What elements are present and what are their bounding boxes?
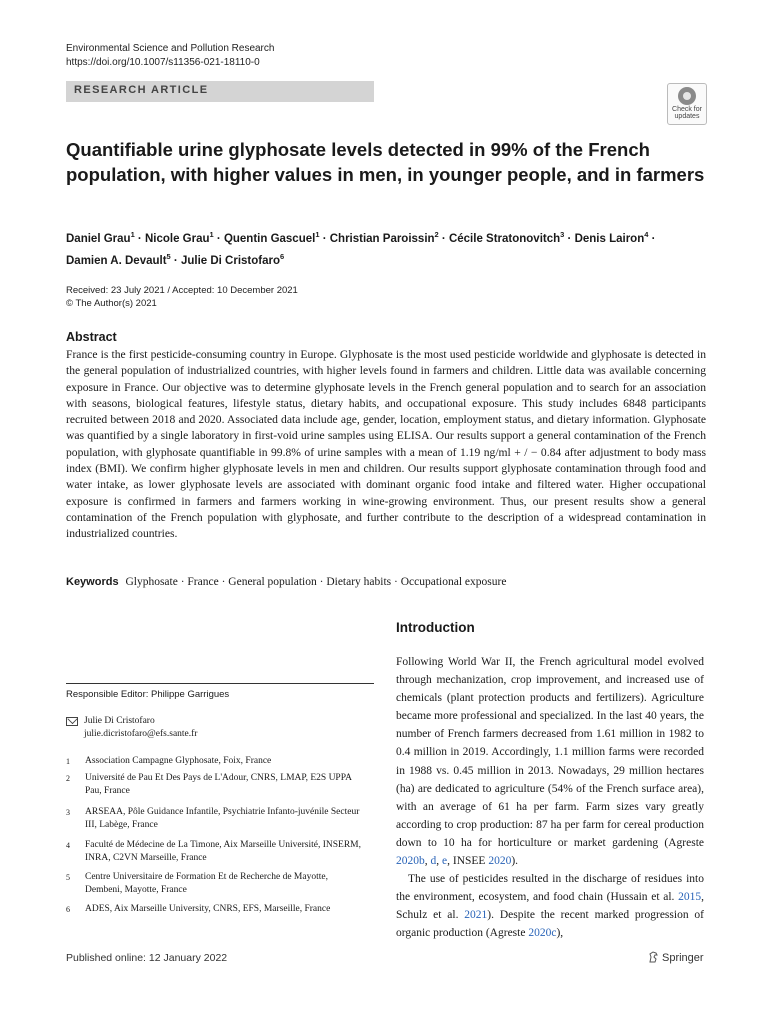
intro-paragraph-1: Following World War II, the French agricultural model evolved through mechanization, crop improvement, and increased use of chemicals (plant protection products and fertilizers). Agriculture became more professional and specialized. In the last 40 years, the number of French farmers decreased from 1.61 million in 1982 to 0.4 million in 2019. Accordingly, 1.1 million farms were recorded in 1988 vs. 0.45 million in 2013. Nowadays, 29 million hectares (ha) are dedicated to agriculture (54% of the French surface area), with an average of 61 ha per farm. Farm sizes vary greatly according to crop production: 87 ha per farm for cereal production down to 10 ha for horticulture or market gardening (Agreste 2020b, d, e, INSEE 2020).	[396, 656, 704, 868]
citation-link[interactable]: 2020	[488, 855, 512, 868]
citation-link[interactable]: d	[430, 855, 437, 868]
author-list: Daniel Grau$^1$ · Nicole Grau$^1$ · Quentin Gascuel$^1$ · Christian Paroissin$^2$ · Cécile Stratonovitch$^3$ · Denis Lairon$^4$ · Damien A. Devault$^5$ · Julie Di Cristofaro$^6$	[66, 230, 656, 267]
article-type-label: RESEARCH ARTICLE	[74, 84, 209, 96]
author[interactable]: Cécile Stratonovitch$^3$	[448, 230, 565, 245]
correspondent-name: Julie Di Cristofaro	[84, 716, 155, 726]
author[interactable]: Nicole Grau$^1$	[144, 230, 214, 245]
publisher-name: Springer	[662, 952, 704, 964]
responsible-editor: Responsible Editor: Philippe Garrigues	[66, 689, 230, 700]
author[interactable]: Quentin Gascuel$^1$	[223, 230, 320, 245]
author[interactable]: Daniel Grau$^1$	[66, 230, 135, 245]
abstract-text: France is the first pesticide-consuming country in Europe. Glyphosate is the most used pesticide worldwide and glyphosate is detected in the general population of industrialized countries, with higher levels found in farmers and children. Little data was available concerning exposure in France. Our objective was to determine glyphosate levels in the French general population and to search for an association with seasons, biological features, lifestyle status, dietary habits, and occupational exposure. This study includes 6848 participants recruited between 2018 and 2020. Associated data include age, gender, location, employment status, and dietary information. Glyphosate was quantified by a single laboratory in first-void urine samples using ELISA. Our results support a general contamination of the French population, with glyphosate quantifiable in 99.8% of urine samples with a mean of 1.19 ng/ml + / − 0.84 after adjustment to body mass index (BMI). We confirm higher glyphosate levels in men and children. Our results support glyphosate contamination through food and water intake, as lower glyphosate levels are associated with dominant organic food intake and filtered water. Higher occupational exposure is confirmed in farmers and farmers working in wine-growing environment. Thus, our present results show a general contamination of the French population with glyphosate, and further contribute to the description of a widespread contamination in industrialized countries.	[66, 348, 706, 541]
author[interactable]: Christian Paroissin$^2$	[329, 230, 439, 245]
keywords-text: Glyphosate · France · General population · Dietary habits · Occupational exposure	[125, 576, 507, 588]
citation-link[interactable]: 2021	[464, 909, 488, 922]
citation-link[interactable]: e	[442, 855, 448, 868]
copyright: © The Author(s) 2021	[66, 298, 157, 309]
author[interactable]: Julie Di Cristofaro$^6$	[180, 251, 285, 267]
received-accepted: Received: 23 July 2021 / Accepted: 10 December 2021	[66, 285, 298, 296]
article-dates	[66, 284, 298, 310]
keywords	[66, 574, 706, 590]
footnote-divider	[66, 683, 374, 684]
publisher-logo	[648, 951, 704, 964]
citation-link[interactable]: 2015	[678, 891, 702, 904]
author[interactable]: Denis Lairon$^4$	[574, 230, 649, 245]
article-title: Quantifiable urine glyphosate levels detected in 99% of the French population, with higher values in men, in younger people, and in farmers	[66, 139, 705, 185]
journal-name: Environmental Science and Pollution Research	[66, 43, 275, 54]
crossmark-line2: updates	[674, 113, 700, 120]
abstract-heading: Abstract	[66, 330, 117, 344]
check-for-updates-badge[interactable]	[667, 83, 707, 125]
doi-link[interactable]: https://doi.org/10.1007/s11356-021-18110-0	[66, 57, 260, 68]
crossmark-icon	[678, 87, 696, 105]
published-online: Published online: 12 January 2022	[66, 952, 228, 964]
introduction-heading: Introduction	[396, 620, 475, 635]
keywords-label: Keywords	[66, 576, 119, 588]
envelope-icon	[66, 717, 78, 726]
citation-link[interactable]: 2020b	[396, 855, 425, 868]
article-type-banner	[66, 81, 374, 102]
correspondent-email[interactable]: julie.dicristofaro@efs.sante.fr	[84, 729, 198, 739]
citation-link[interactable]: 2020c	[528, 927, 557, 940]
introduction-body	[396, 653, 704, 943]
crossmark-line1: Check for	[672, 106, 702, 113]
author[interactable]: Damien A. Devault$^5$	[66, 251, 171, 267]
springer-horse-icon	[648, 951, 659, 963]
intro-paragraph-2: The use of pesticides resulted in the discharge of residues into the environment, ecosystem, and food chain (Hussain et al. 2015, Schulz et al. 2021). Despite the recent marked progression of organic production (Agreste 2020c),	[396, 873, 704, 940]
journal-header	[66, 42, 274, 70]
